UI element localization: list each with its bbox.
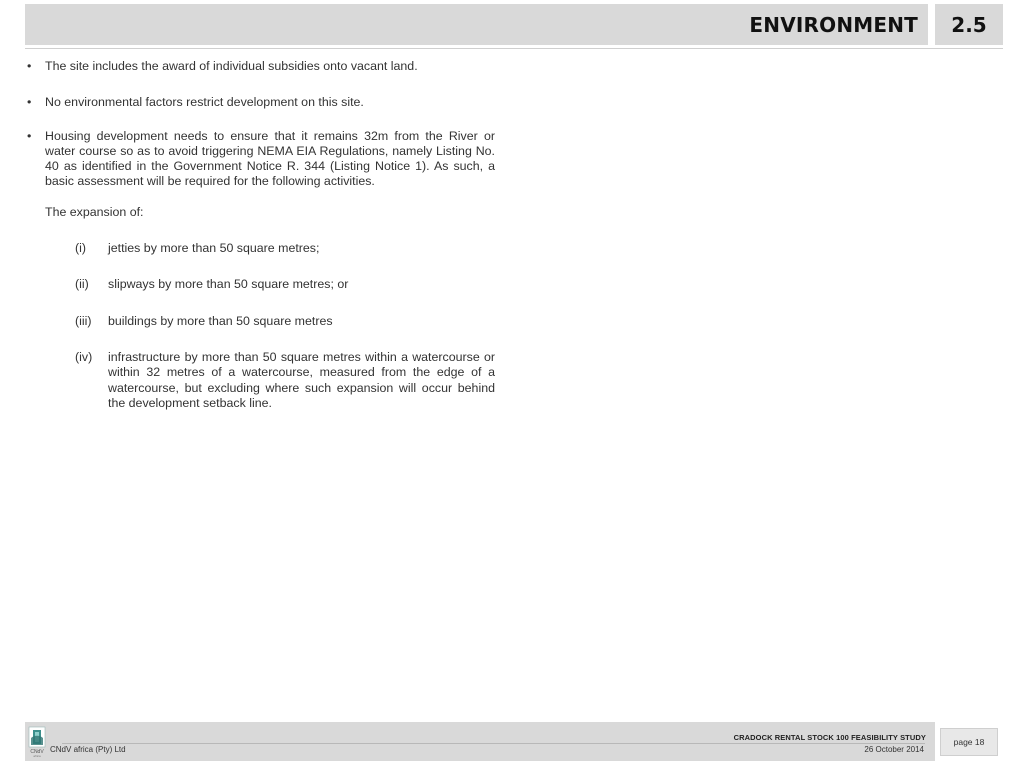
activity-number: (iii) bbox=[75, 313, 92, 328]
activity-item bbox=[73, 314, 495, 329]
activity-item bbox=[73, 277, 495, 292]
bullet-icon: • bbox=[27, 95, 32, 110]
bullet-text: No environmental factors restrict development on this site. bbox=[45, 95, 364, 110]
section-number: 2.5 bbox=[951, 13, 987, 37]
activity-number: (ii) bbox=[75, 277, 89, 292]
activity-item bbox=[73, 350, 495, 411]
list-item bbox=[27, 59, 495, 74]
section-number-box bbox=[935, 4, 1003, 45]
bullet-text: Housing development needs to ensure that it remains 32m from the River or water course so as to avoid triggering NEMA EIA Regulations, namely Listing No. 40 as identified in the Government Notice R. 344 (Listing Notice 1). As such, a basic assessment will be required for the following activities. bbox=[45, 128, 495, 189]
svg-text:africa: africa bbox=[33, 754, 41, 758]
bullet-icon: • bbox=[27, 59, 32, 73]
page-title: ENVIRONMENT bbox=[749, 13, 918, 37]
header-divider bbox=[25, 48, 1003, 49]
activity-list bbox=[27, 241, 495, 411]
footer-date: 26 October 2014 bbox=[864, 745, 924, 754]
bullet-text: The site includes the award of individual subsidies onto vacant land. bbox=[45, 59, 418, 73]
activity-text: slipways by more than 50 square metres; or bbox=[108, 277, 349, 292]
header-title-bar bbox=[25, 4, 928, 45]
expansion-intro: The expansion of: bbox=[45, 204, 144, 219]
activity-number: (iv) bbox=[75, 349, 93, 364]
activity-number: (i) bbox=[75, 241, 87, 256]
activity-text: infrastructure by more than 50 square metres within a watercourse or within 32 metres of a watercourse, measured from the edge of a watercourse, but excluding where such expansion will occur behind the development setback line. bbox=[108, 349, 495, 410]
page-number: page 18 bbox=[953, 737, 985, 747]
footer-study-title: CRADOCK RENTAL STOCK 100 FEASIBILITY STUDY bbox=[733, 733, 926, 742]
list-item bbox=[27, 95, 495, 110]
activity-text: jetties by more than 50 square metres; bbox=[108, 241, 320, 256]
bullet-icon: • bbox=[27, 128, 32, 143]
page-number-box bbox=[940, 728, 998, 756]
svg-text:CNdV: CNdV bbox=[30, 749, 44, 755]
activity-item bbox=[73, 241, 495, 256]
company-logo-icon bbox=[28, 726, 46, 758]
list-item bbox=[27, 129, 495, 190]
footer-company-name: CNdV africa (Pty) Ltd bbox=[50, 745, 126, 754]
document-body bbox=[27, 59, 495, 411]
activity-text: buildings by more than 50 square metres bbox=[108, 313, 333, 328]
footer-divider bbox=[62, 743, 925, 744]
